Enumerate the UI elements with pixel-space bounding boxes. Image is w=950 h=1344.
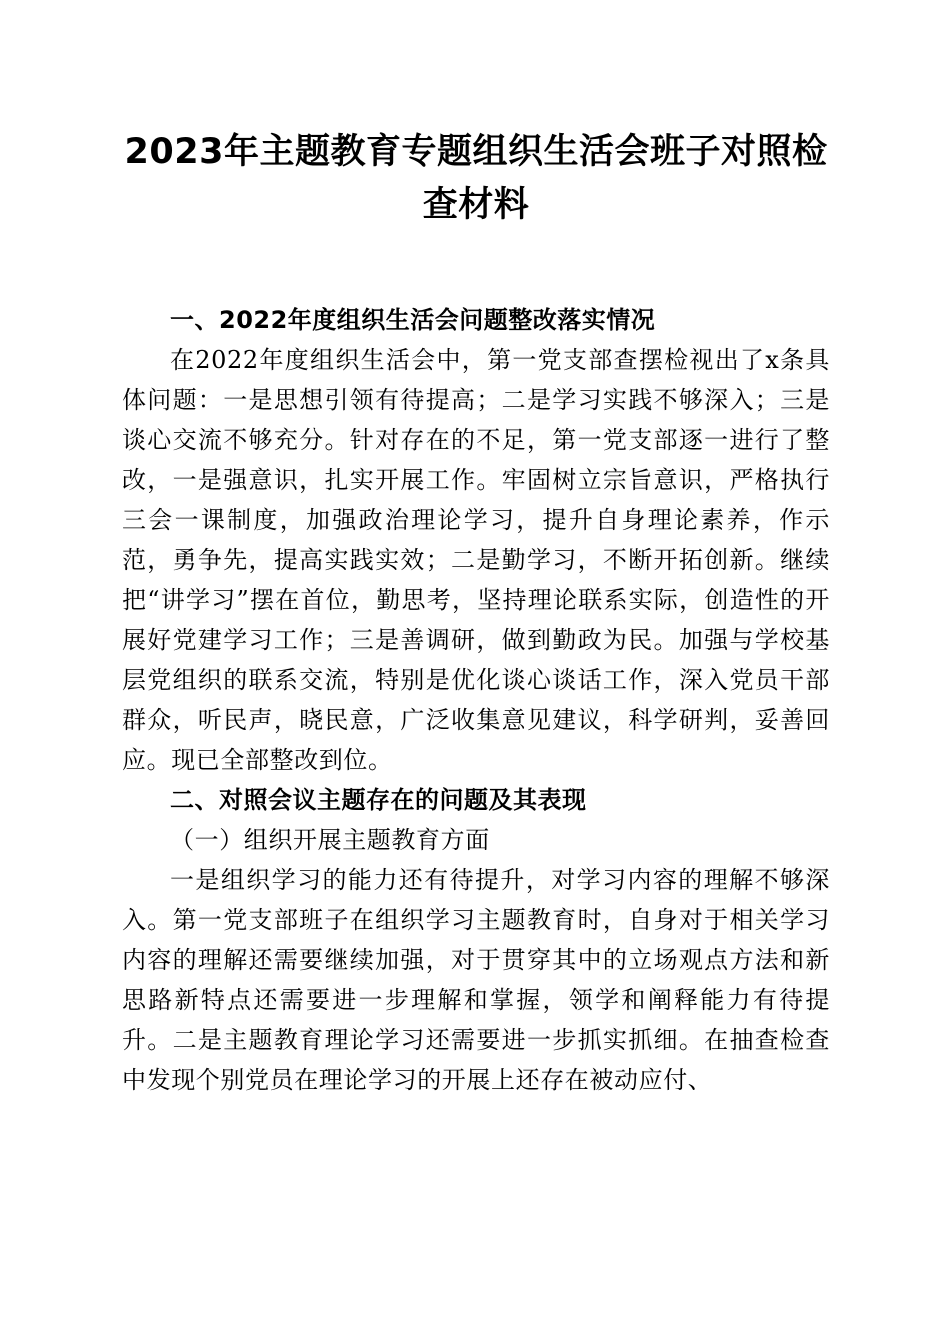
section-heading-2: 二、对照会议主题存在的问题及其表现 — [170, 786, 587, 814]
document-content — [122, 0, 830, 1100]
section-2-paragraph-1: 一是组织学习的能力还有待提升，对学习内容的理解不够深入。第一党支部班子在组织学习主题教育时，自身对于相关学习内容的理解还需要继续加强，对于贯穿其中的立场观点方法和新思路新特点还需要进一步理解和掌握，领学和阐释能力有待提升。二是主题教育理论学习还需要进一步抓实抓细。在抽查检查中发现个别党员在理论学习的开展上还存在被动应付、 — [122, 866, 830, 1094]
section-heading-1: 一、2022年度组织生活会问题整改落实情况 — [170, 306, 656, 334]
section-1-paragraph-1: 在2022年度组织生活会中，第一党支部查摆检视出了x条具体问题：一是思想引领有待提高；二是学习实践不够深入；三是谈心交流不够充分。针对存在的不足，第一党支部逐一进行了整改，一是强意识，扎实开展工作。牢固树立宗旨意识，严格执行三会一课制度，加强政治理论学习，提升自身理论素养，作示范，勇争先，提高实践实效；二是勤学习，不断开拓创新。继续把“讲学习”摆在首位，勤思考，坚持理论联系实际，创造性的开展好党建学习工作；三是善调研，做到勤政为民。加强与学校基层党组织的联系交流，特别是优化谈心谈话工作，深入党员干部群众，听民声，晓民意，广泛收集意见建议，科学研判，妥善回应。现已全部整改到位。 — [122, 346, 830, 774]
section-2-subheading-1: （一）组织开展主题教育方面 — [170, 826, 490, 854]
page-title: 2023年主题教育专题组织生活会班子对照检查材料 — [124, 132, 828, 225]
